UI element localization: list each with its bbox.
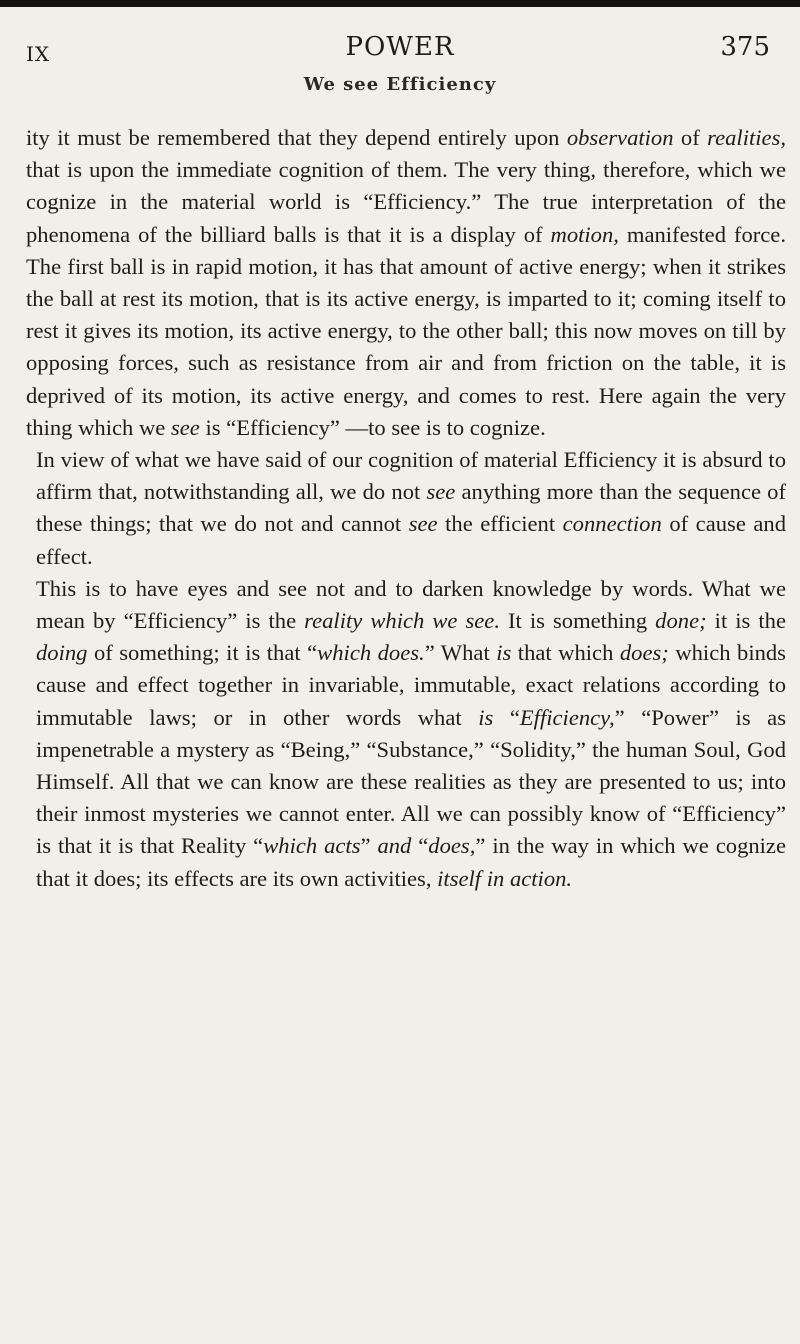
text-run: ity it must be remembered that they depend entirely upon bbox=[26, 125, 567, 150]
text-run: the efficient bbox=[437, 511, 563, 537]
chapter-number: IX bbox=[26, 42, 51, 66]
italic-run: reality which we see. bbox=[304, 608, 500, 634]
italic-run: which acts bbox=[263, 833, 361, 859]
text-run: ” bbox=[360, 833, 378, 859]
text-run: ” in the way in which we cognize that it does; its effects are its own activities, bbox=[36, 833, 786, 891]
text-run: anything more than the sequence of these things; that we do not and cannot bbox=[36, 479, 787, 537]
text-run: “ bbox=[493, 704, 520, 730]
body-text bbox=[26, 122, 786, 895]
italic-run: Efficiency, bbox=[519, 704, 615, 730]
italic-run: doing bbox=[36, 640, 88, 666]
text-run: that is upon the immediate cognition of them. The very thing, therefore, which we cognize in the material world is “Efficiency.” The true interpretation of the phenomena of the billiard balls is that it is a display of bbox=[26, 157, 786, 247]
running-head: We see Efficiency bbox=[303, 74, 497, 95]
italic-run: see bbox=[426, 479, 456, 505]
italic-run: does, bbox=[428, 833, 476, 859]
text-run: This is to have eyes and see not and to darken knowledge by words. What we mean by “Efficiency” is the bbox=[36, 575, 786, 634]
page-number: 375 bbox=[720, 32, 770, 62]
italic-run: itself in action. bbox=[437, 865, 573, 891]
italic-run: does; bbox=[619, 640, 669, 666]
italic-run: realities, bbox=[707, 125, 787, 150]
italic-run: connection bbox=[562, 511, 662, 537]
italic-run: is bbox=[496, 640, 512, 666]
text-run: it is the bbox=[706, 608, 786, 634]
text-run: of cause and effect. bbox=[36, 511, 786, 569]
page-header bbox=[0, 28, 800, 68]
italic-run: is bbox=[478, 704, 494, 730]
italic-run: motion, bbox=[550, 221, 619, 247]
text-run: manifested force. The first ball is in rapid motion, it has that amount of active energy; when it strikes the ball at rest its motion, that is its active energy, is imparted to it; coming itself to rest it gives its motion, its active energy, to the other ball; this now moves on till by opposing forces, such as resistance from air and from friction on the table, it is deprived of its motion, its active energy, and comes to rest. Here again the very thing which we bbox=[26, 221, 786, 440]
page-top-edge bbox=[0, 0, 800, 7]
italic-run: done; bbox=[655, 608, 707, 634]
italic-run: and bbox=[377, 833, 412, 859]
text-run: “ bbox=[411, 833, 429, 859]
paragraph-2 bbox=[26, 444, 786, 573]
text-run: that which bbox=[511, 640, 620, 666]
page-title: POWER bbox=[345, 32, 455, 62]
text-run: In view of what we have said of our cognition of material Efficiency it is absurd to affirm that, notwithstanding all, we do not bbox=[36, 447, 786, 505]
text-run: of bbox=[673, 125, 708, 150]
text-run: It is something bbox=[499, 608, 656, 634]
paragraph-1 bbox=[26, 122, 786, 444]
italic-run: observation bbox=[566, 125, 674, 150]
paragraph-3 bbox=[26, 573, 786, 895]
text-run: which binds cause and effect together in invariable, immutable, exact relations according to immutable laws; or in other words what bbox=[36, 640, 786, 730]
text-run: of something; it is that “ bbox=[87, 640, 318, 666]
italic-run: see bbox=[170, 414, 200, 440]
text-run: ” “Power” is as impenetrable a mystery as “Being,” “Substance,” “Solidity,” the human Soul, God Himself. All that we can know are these realities as they are presented to us; into their inmost mysteries we cannot enter. All we can possibly know of “Efficiency” is that it is that Reality “ bbox=[36, 704, 786, 859]
text-run: ” What bbox=[424, 640, 497, 666]
italic-run: see bbox=[408, 511, 438, 537]
text-run: is “Efficiency” —to see is to cognize. bbox=[199, 414, 546, 440]
italic-run: which does. bbox=[317, 640, 425, 666]
